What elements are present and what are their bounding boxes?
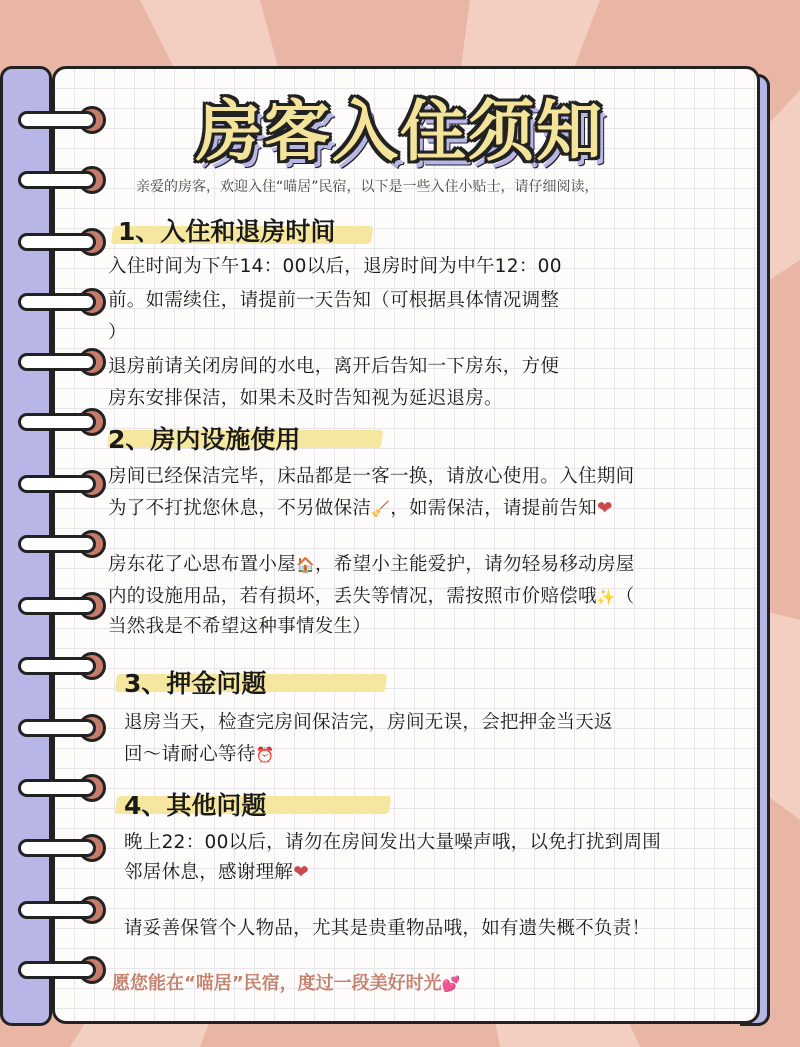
spiral-ring bbox=[18, 592, 106, 622]
spiral-ring bbox=[18, 408, 106, 438]
spiral-ring bbox=[18, 228, 106, 258]
closing-message: 愿您能在“喵居”民宿，度过一段美好时光💕 bbox=[112, 973, 461, 994]
section-2-line-3: 房东花了心思布置小屋🏠，希望小主能爱护，请勿轻易移动房屋 bbox=[108, 554, 635, 575]
section-1-line-1: 入住时间为下午14：00以后，退房时间为中午12：00 bbox=[108, 256, 562, 277]
spiral-ring bbox=[18, 714, 106, 744]
spiral-ring bbox=[18, 470, 106, 500]
broom-icon: 🧹 bbox=[371, 500, 391, 518]
section-2-line-2: 为了不打扰您休息，不另做保洁🧹，如需保洁，请提前告知❤ bbox=[108, 498, 613, 519]
spiral-ring bbox=[18, 834, 106, 864]
spiral-ring bbox=[18, 288, 106, 318]
spiral-ring bbox=[18, 652, 106, 682]
section-3-line-1: 退房当天，检查完房间保洁完，房间无误，会把押金当天返 bbox=[124, 712, 613, 733]
section-4-line-1: 晚上22：00以后，请勿在房间发出大量噪声哦，以免打扰到周围 bbox=[124, 832, 662, 853]
section-3-heading: 3、押金问题 bbox=[124, 669, 267, 698]
section-1-line-5: 房东安排保洁，如果未及时告知视为延迟退房。 bbox=[108, 388, 503, 409]
spiral-ring bbox=[18, 774, 106, 804]
section-2-heading: 2、房内设施使用 bbox=[108, 425, 301, 454]
heart-icon: ❤ bbox=[293, 862, 310, 883]
house-icon: 🏠 bbox=[296, 556, 315, 574]
spiral-ring bbox=[18, 348, 106, 378]
hearts-icon: 💕 bbox=[441, 975, 461, 993]
section-4-heading: 4、其他问题 bbox=[124, 791, 267, 820]
sparkle-icon: ✨ bbox=[596, 588, 616, 606]
section-1-heading: 1、入住和退房时间 bbox=[118, 217, 336, 246]
spiral-ring bbox=[18, 530, 106, 560]
section-4-line-2: 邻居休息，感谢理解❤ bbox=[124, 862, 310, 883]
spiral-ring bbox=[18, 896, 106, 926]
section-2-line-4: 内的设施用品，若有损坏，丢失等情况，需按照市价赔偿哦✨（ bbox=[108, 586, 635, 607]
section-4-line-3: 请妥善保管个人物品，尤其是贵重物品哦，如有遗失概不负责！ bbox=[124, 918, 651, 939]
section-1-line-2: 前。如需续住，请提前一天告知（可根据具体情况调整 bbox=[108, 290, 560, 311]
section-2-line-1: 房间已经保洁完毕，床品都是一客一换，请放心使用。入住期间 bbox=[108, 466, 635, 487]
heart-icon: ❤ bbox=[597, 498, 613, 519]
clock-icon: ⏰ bbox=[255, 746, 275, 764]
page-title: 房客入住须知 bbox=[196, 93, 604, 170]
section-2-line-5: 当然我是不希望这种事情发生） bbox=[108, 616, 372, 637]
spiral-ring bbox=[18, 956, 106, 986]
section-3-line-2: 回～请耐心等待⏰ bbox=[124, 744, 275, 765]
section-1-line-3: ） bbox=[108, 322, 127, 343]
intro-text: 亲爱的房客，欢迎入住“喵居”民宿，以下是一些入住小贴士，请仔细阅读， bbox=[136, 179, 599, 195]
section-1-line-4: 退房前请关闭房间的水电，离开后告知一下房东，方便 bbox=[108, 356, 560, 377]
